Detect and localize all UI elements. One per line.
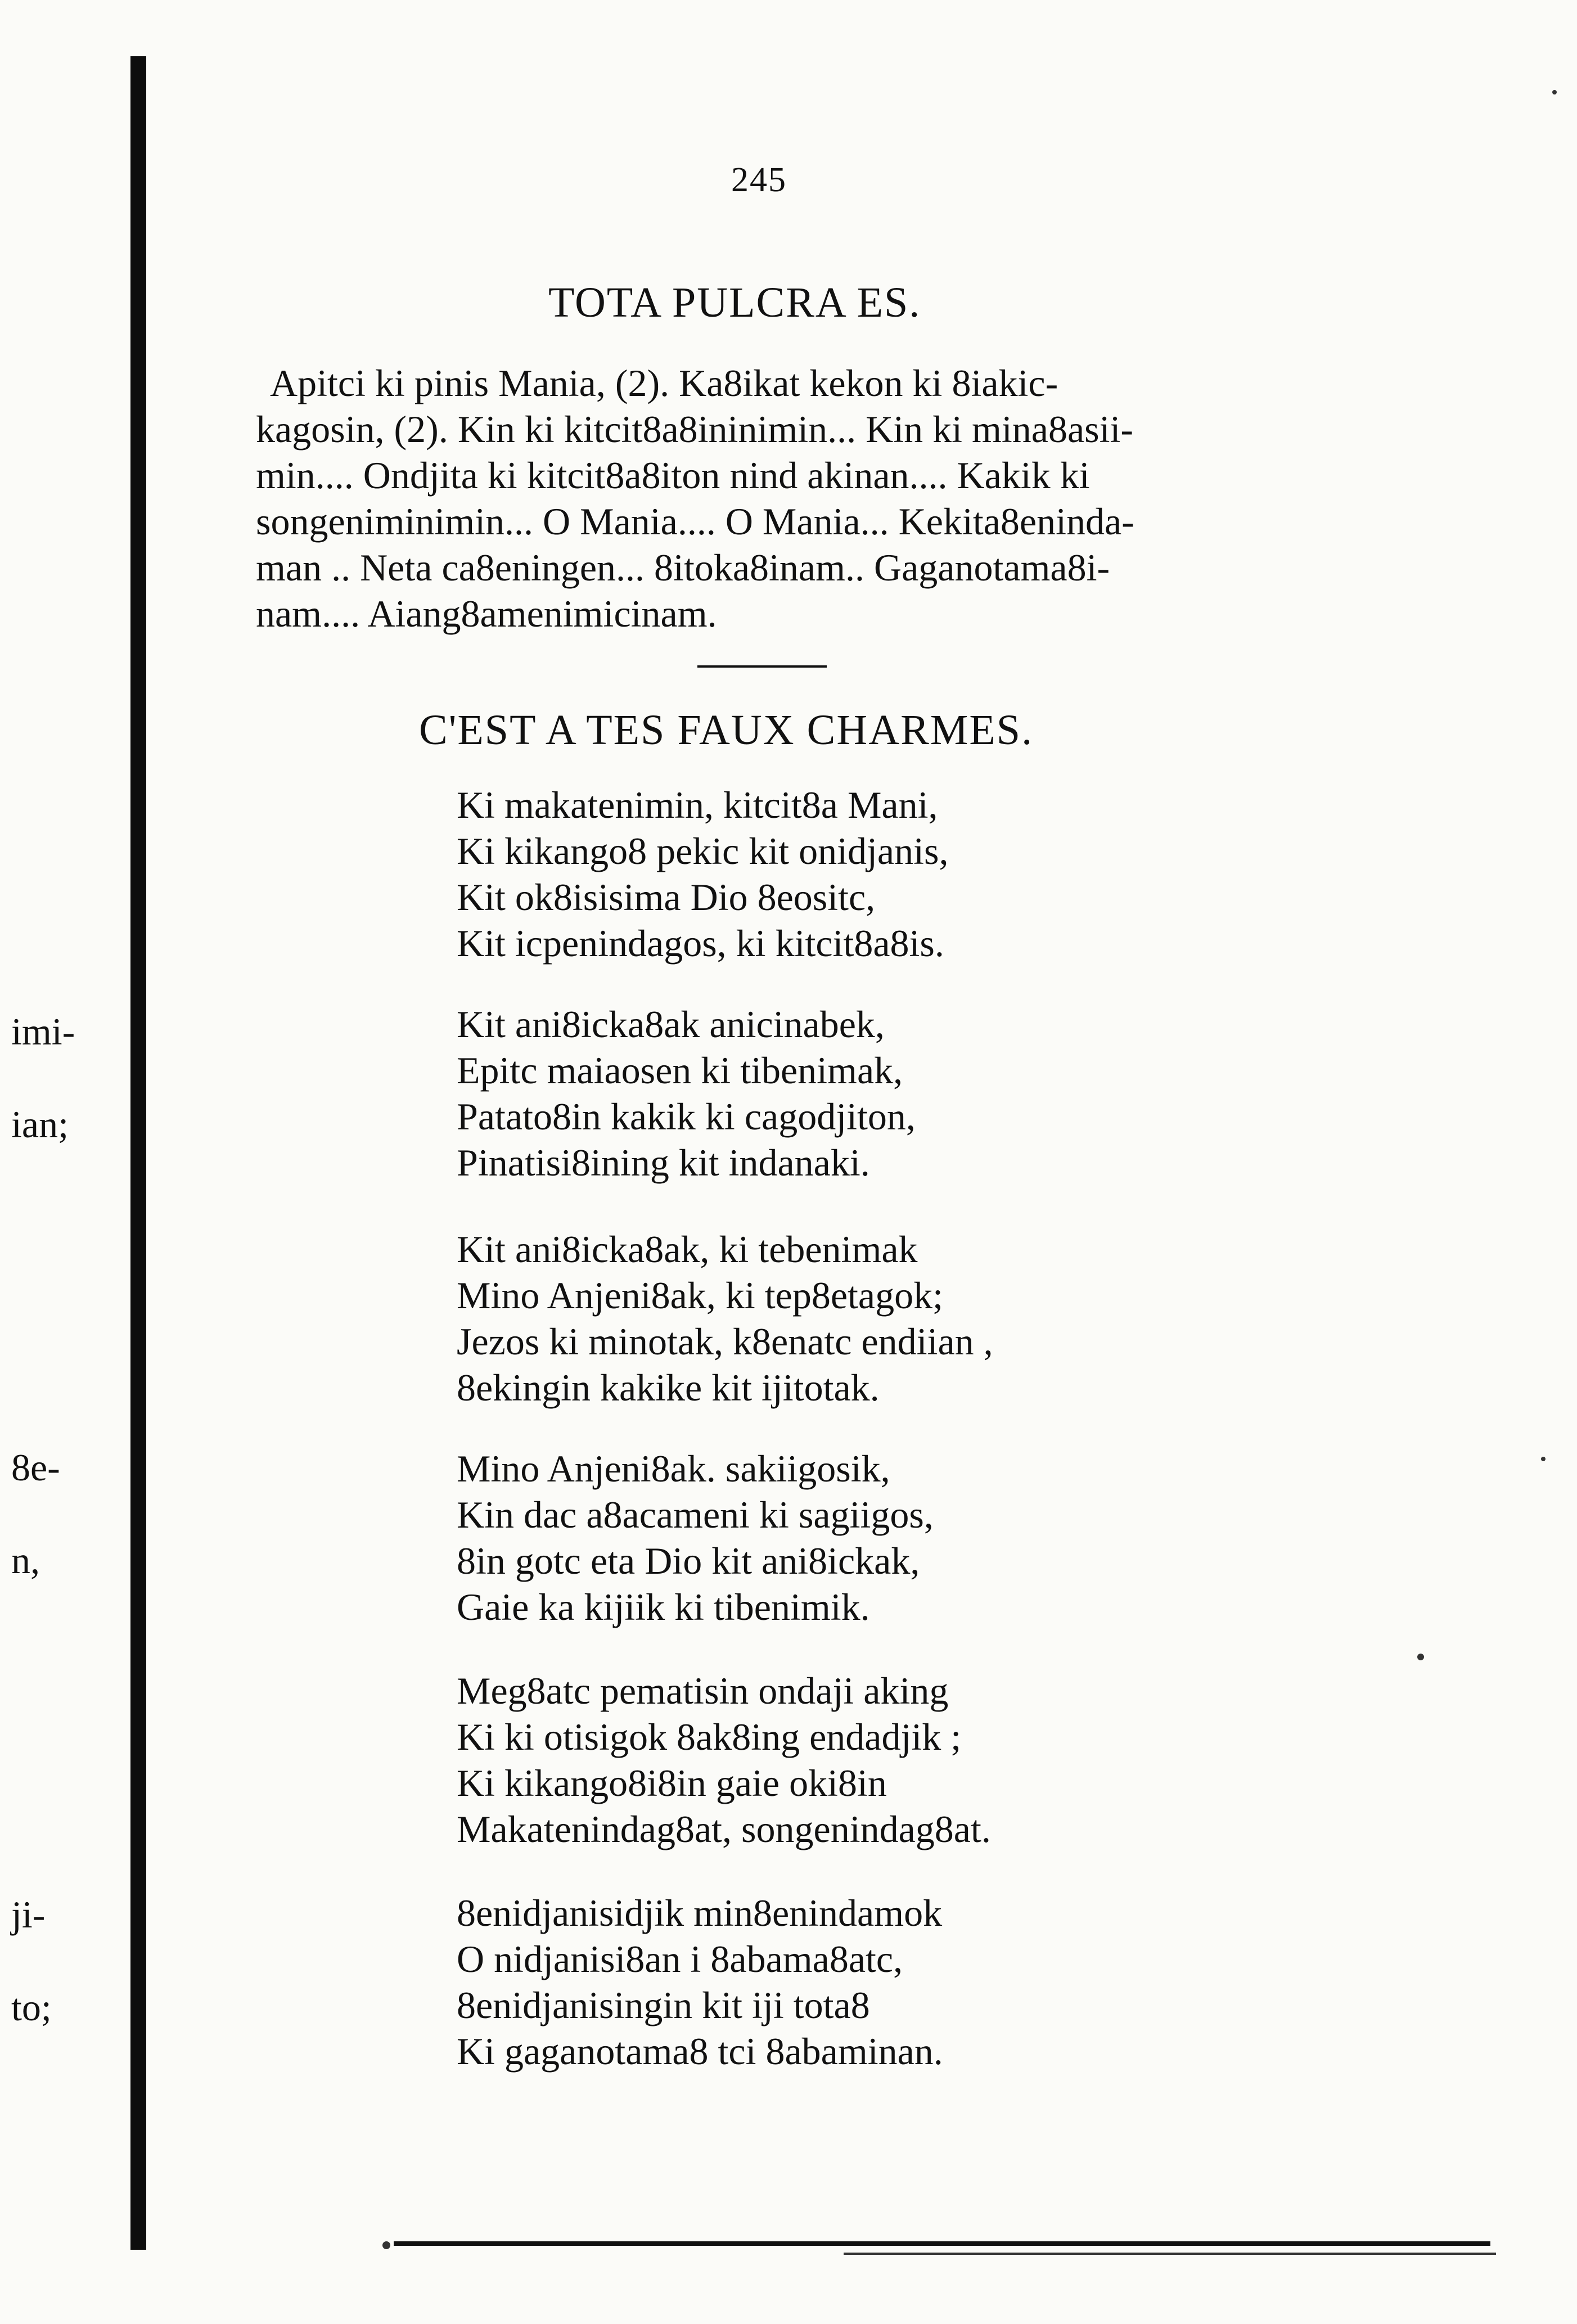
margin-fragment: n, — [11, 1539, 40, 1582]
paper-speck — [1552, 90, 1557, 94]
margin-fragment: ian; — [11, 1103, 69, 1146]
verse-line: 8enidjanisingin kit iji tota8 — [457, 1984, 870, 2026]
bottom-rule-secondary — [844, 2253, 1496, 2255]
verse-line: Pinatisi8ining kit indanaki. — [457, 1141, 870, 1184]
paper-speck — [1417, 1654, 1424, 1660]
verse-line: 8ekingin kakike kit ijitotak. — [457, 1366, 880, 1409]
prose-line: man .. Neta ca8eningen... 8itoka8inam.. Gaganotama8i- — [256, 546, 1110, 589]
verse-line: Ki gaganotama8 tci 8abaminan. — [457, 2030, 943, 2073]
verse-line: Ki ki otisigok 8ak8ing endadjik ; — [457, 1715, 962, 1758]
verse-line: O nidjanisi8an i 8abama8atc, — [457, 1938, 903, 1980]
stanza — [457, 1001, 916, 1186]
verse-line: Patato8in kakik ki cagodjiton, — [457, 1095, 916, 1138]
verse-line: 8enidjanisidjik min8enindamok — [457, 1891, 943, 1934]
paper-speck — [1541, 1457, 1546, 1461]
verse-line: Meg8atc pematisin ondaji aking — [457, 1669, 949, 1712]
verse-line: Kit ani8icka8ak anicinabek, — [457, 1003, 885, 1046]
verse-line: Ki kikango8 pekic kit onidjanis, — [457, 830, 949, 872]
margin-fragment: 8e- — [11, 1446, 60, 1489]
verse-line: Jezos ki minotak, k8enatc endiian , — [457, 1320, 993, 1363]
section-title-tota-pulcra: TOTA PULCRA ES. — [548, 279, 921, 326]
margin-fragment: ji- — [11, 1893, 46, 1936]
section-title-cest-a-tes-faux-charmes: C'EST A TES FAUX CHARMES. — [419, 706, 1034, 754]
prose-line: min.... Ondjita ki kitcit8a8iton nind akinan.... Kakik ki — [256, 454, 1090, 497]
verse-line: Kit ani8icka8ak, ki tebenimak — [457, 1228, 918, 1271]
prose-line: kagosin, (2). Kin ki kitcit8a8ininimin... Kin ki mina8asii- — [256, 408, 1134, 451]
stanza — [457, 1890, 943, 2074]
prose-line: Apitci ki pinis Mania, (2). Ka8ikat kekon ki 8iakic- — [270, 362, 1058, 404]
verse-line: 8in gotc eta Dio kit ani8ickak, — [457, 1539, 920, 1582]
verse-line: Kin dac a8acameni ki sagiigos, — [457, 1493, 934, 1536]
prose-paragraph — [256, 360, 1324, 637]
margin-fragment: imi- — [11, 1010, 75, 1053]
verse-line: Mino Anjeni8ak, ki tep8etagok; — [457, 1274, 943, 1317]
verse-line: Ki makatenimin, kitcit8a Mani, — [457, 783, 938, 826]
prose-line: nam.... Aiang8amenimicinam. — [256, 592, 717, 635]
verse-line: Epitc maiaosen ki tibenimak, — [457, 1049, 903, 1092]
stanza — [457, 1668, 991, 1852]
verse-line: Makatenindag8at, songenindag8at. — [457, 1808, 991, 1850]
section-divider — [697, 665, 827, 668]
verse-line: Kit ok8isisima Dio 8eositc, — [457, 876, 876, 918]
stanza — [457, 1445, 934, 1630]
margin-fragment: to; — [11, 1986, 52, 2029]
verse-line: Gaie ka kijiik ki tibenimik. — [457, 1586, 870, 1628]
page-number: 245 — [731, 161, 787, 199]
stanza — [457, 782, 948, 966]
verse-line: Mino Anjeni8ak. sakiigosik, — [457, 1447, 890, 1490]
verse-line: Kit icpenindagos, ki kitcit8a8is. — [457, 922, 944, 965]
stanza — [457, 1226, 993, 1411]
verse-line: Ki kikango8i8in gaie oki8in — [457, 1762, 887, 1804]
bottom-rule — [394, 2241, 1490, 2246]
prose-line: songeniminimin... O Mania.... O Mania... Kekita8eninda- — [256, 500, 1134, 543]
paper-speck — [382, 2241, 390, 2249]
binding-shadow — [130, 56, 146, 2250]
